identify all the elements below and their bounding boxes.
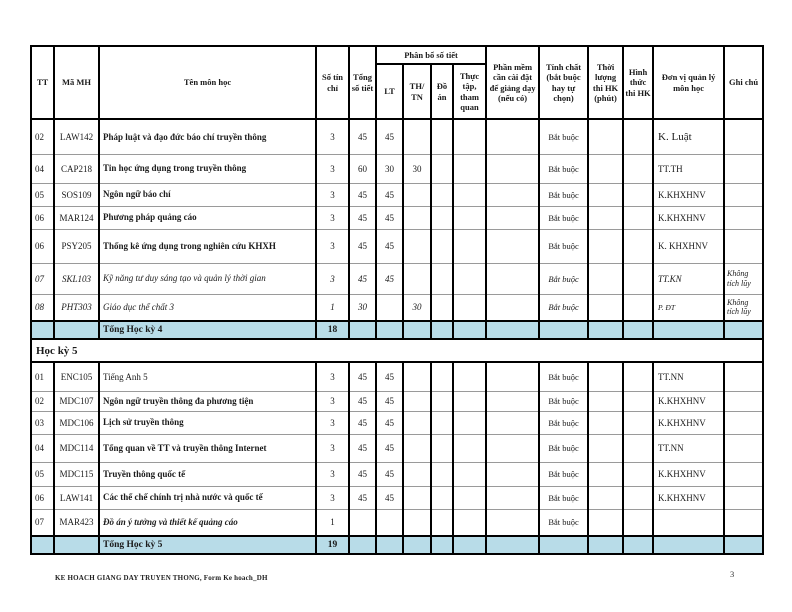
cell-requirement: Bắt buộc — [539, 206, 588, 229]
col-header-software: Phần mềm cần cài đặt để giảng dạy (nếu có) — [486, 46, 539, 119]
cell-course-code: MDC114 — [54, 434, 99, 462]
cell-note — [724, 362, 763, 391]
cell-exam-format — [623, 154, 653, 183]
cell-note: Không tích lũy — [724, 263, 763, 294]
cell-credits: 3 — [316, 434, 349, 462]
cell-course-code: MDC115 — [54, 462, 99, 486]
cell-exam-format — [623, 183, 653, 206]
cell-managing-unit: TT.NN — [653, 434, 724, 462]
cell-requirement: Bắt buộc — [539, 362, 588, 391]
cell-lt-periods: 30 — [376, 154, 403, 183]
cell-empty — [653, 536, 724, 554]
col-header-note: Ghi chú — [724, 46, 763, 119]
cell-empty — [431, 536, 453, 554]
cell-thuc-tap-periods — [453, 411, 486, 434]
cell-total-periods: 45 — [349, 486, 376, 509]
cell-tt: 07 — [31, 263, 54, 294]
cell-note — [724, 154, 763, 183]
cell-tt: 04 — [31, 154, 54, 183]
cell-requirement: Bắt buộc — [539, 411, 588, 434]
cell-requirement: Bắt buộc — [539, 509, 588, 536]
course-row — [31, 434, 763, 462]
col-header-tt: TT — [31, 46, 54, 119]
col-header-course-code: Mã MH — [54, 46, 99, 119]
cell-tt: 07 — [31, 509, 54, 536]
cell-total-periods: 45 — [349, 183, 376, 206]
col-header-credits: Số tín chỉ — [316, 46, 349, 119]
cell-th-tn-periods: 30 — [403, 294, 431, 321]
table-body — [31, 119, 763, 554]
cell-managing-unit: K.KHXHNV — [653, 411, 724, 434]
cell-thuc-tap-periods — [453, 154, 486, 183]
col-header-course-name: Tên môn học — [99, 46, 316, 119]
cell-exam-format — [623, 411, 653, 434]
course-row — [31, 229, 763, 263]
course-row — [31, 263, 763, 294]
cell-tt: 01 — [31, 362, 54, 391]
cell-managing-unit: TT.TH — [653, 154, 724, 183]
cell-managing-unit: K.KHXHNV — [653, 391, 724, 411]
cell-tt: 06 — [31, 206, 54, 229]
cell-exam-duration — [588, 509, 623, 536]
cell-empty — [623, 321, 653, 339]
cell-empty — [623, 536, 653, 554]
cell-thuc-tap-periods — [453, 486, 486, 509]
page-number: 3 — [730, 569, 735, 579]
cell-total-periods: 45 — [349, 263, 376, 294]
cell-th-tn-periods — [403, 509, 431, 536]
cell-credits: 3 — [316, 486, 349, 509]
cell-note — [724, 411, 763, 434]
cell-empty — [724, 536, 763, 554]
cell-managing-unit: K.KHXHNV — [653, 486, 724, 509]
cell-managing-unit: K. Luật — [653, 119, 724, 154]
course-row — [31, 183, 763, 206]
col-header-total-periods: Tổng số tiết — [349, 46, 376, 119]
cell-credits: 3 — [316, 263, 349, 294]
cell-total-periods: 45 — [349, 391, 376, 411]
cell-course-code — [54, 536, 99, 554]
cell-do-an-periods — [431, 206, 453, 229]
cell-do-an-periods — [431, 434, 453, 462]
cell-course-name: Tổng quan về TT và truyền thông Internet — [99, 434, 316, 462]
cell-course-code: MDC107 — [54, 391, 99, 411]
col-header-period-distribution: Phân bổ số tiết — [376, 46, 486, 64]
cell-thuc-tap-periods — [453, 362, 486, 391]
cell-do-an-periods — [431, 509, 453, 536]
cell-exam-duration — [588, 434, 623, 462]
cell-lt-periods: 45 — [376, 206, 403, 229]
cell-total-periods: 45 — [349, 206, 376, 229]
cell-course-code: PSY205 — [54, 229, 99, 263]
cell-total-periods: 45 — [349, 229, 376, 263]
cell-exam-duration — [588, 119, 623, 154]
cell-exam-format — [623, 206, 653, 229]
cell-lt-periods: 45 — [376, 119, 403, 154]
cell-thuc-tap-periods — [453, 294, 486, 321]
cell-credits: 3 — [316, 119, 349, 154]
cell-empty — [376, 536, 403, 554]
cell-requirement: Bắt buộc — [539, 391, 588, 411]
cell-empty — [376, 321, 403, 339]
cell-managing-unit: P. ĐT — [653, 294, 724, 321]
cell-course-code: LAW142 — [54, 119, 99, 154]
cell-course-code: SKL103 — [54, 263, 99, 294]
col-header-th-tn: TH/ TN — [403, 64, 431, 119]
cell-lt-periods: 45 — [376, 486, 403, 509]
cell-course-name: Lịch sử truyền thông — [99, 411, 316, 434]
cell-note — [724, 119, 763, 154]
cell-empty — [653, 321, 724, 339]
cell-exam-duration — [588, 206, 623, 229]
course-row — [31, 486, 763, 509]
cell-course-code: MDC106 — [54, 411, 99, 434]
cell-empty — [453, 536, 486, 554]
cell-credits: 3 — [316, 391, 349, 411]
cell-do-an-periods — [431, 362, 453, 391]
cell-note — [724, 229, 763, 263]
cell-exam-format — [623, 391, 653, 411]
cell-empty — [403, 321, 431, 339]
cell-empty — [403, 536, 431, 554]
cell-th-tn-periods — [403, 229, 431, 263]
cell-empty — [453, 321, 486, 339]
cell-total-periods: 60 — [349, 154, 376, 183]
cell-th-tn-periods: 30 — [403, 154, 431, 183]
cell-th-tn-periods — [403, 263, 431, 294]
cell-empty — [724, 321, 763, 339]
cell-software — [486, 434, 539, 462]
cell-credits: 3 — [316, 362, 349, 391]
cell-software — [486, 509, 539, 536]
cell-total-periods: 45 — [349, 411, 376, 434]
cell-tt: 02 — [31, 391, 54, 411]
cell-course-code: ENC105 — [54, 362, 99, 391]
cell-th-tn-periods — [403, 462, 431, 486]
cell-course-code: MAR423 — [54, 509, 99, 536]
cell-course-name: Giáo dục thể chất 3 — [99, 294, 316, 321]
cell-software — [486, 391, 539, 411]
course-row — [31, 462, 763, 486]
cell-requirement: Bắt buộc — [539, 462, 588, 486]
cell-exam-format — [623, 486, 653, 509]
cell-course-name: Ngôn ngữ báo chí — [99, 183, 316, 206]
cell-total-periods: 45 — [349, 462, 376, 486]
course-row — [31, 411, 763, 434]
course-row — [31, 119, 763, 154]
cell-requirement: Bắt buộc — [539, 263, 588, 294]
cell-managing-unit: K.KHXHNV — [653, 462, 724, 486]
cell-tt: 05 — [31, 462, 54, 486]
cell-tt: 02 — [31, 119, 54, 154]
cell-exam-format — [623, 263, 653, 294]
course-row — [31, 391, 763, 411]
cell-do-an-periods — [431, 411, 453, 434]
cell-th-tn-periods — [403, 119, 431, 154]
col-header-do-an: Đồ án — [431, 64, 453, 119]
cell-th-tn-periods — [403, 434, 431, 462]
cell-lt-periods: 45 — [376, 362, 403, 391]
cell-empty — [431, 321, 453, 339]
cell-course-code: LAW141 — [54, 486, 99, 509]
col-header-lt: LT — [376, 64, 403, 119]
cell-thuc-tap-periods — [453, 263, 486, 294]
course-row — [31, 294, 763, 321]
cell-th-tn-periods — [403, 411, 431, 434]
cell-exam-duration — [588, 391, 623, 411]
cell-software — [486, 119, 539, 154]
cell-course-name: Tin học ứng dụng trong truyền thông — [99, 154, 316, 183]
course-row — [31, 509, 763, 536]
cell-software — [486, 294, 539, 321]
cell-note — [724, 434, 763, 462]
cell-managing-unit: TT.NN — [653, 362, 724, 391]
cell-course-code: PHT303 — [54, 294, 99, 321]
cell-exam-duration — [588, 411, 623, 434]
cell-note — [724, 391, 763, 411]
cell-course-name: Kỹ năng tư duy sáng tạo và quản lý thời gian — [99, 263, 316, 294]
cell-course-name: Các thể chế chính trị nhà nước và quốc tế — [99, 486, 316, 509]
cell-thuc-tap-periods — [453, 462, 486, 486]
cell-exam-duration — [588, 229, 623, 263]
cell-do-an-periods — [431, 391, 453, 411]
cell-course-name: Đồ án ý tưởng và thiết kế quảng cáo — [99, 509, 316, 536]
cell-lt-periods: 45 — [376, 263, 403, 294]
cell-requirement: Bắt buộc — [539, 183, 588, 206]
cell-lt-periods: 45 — [376, 462, 403, 486]
cell-empty — [539, 321, 588, 339]
cell-course-code: MAR124 — [54, 206, 99, 229]
cell-th-tn-periods — [403, 206, 431, 229]
cell-tt: 08 — [31, 294, 54, 321]
cell-course-code: SOS109 — [54, 183, 99, 206]
cell-credits: 1 — [316, 509, 349, 536]
cell-software — [486, 462, 539, 486]
cell-lt-periods: 45 — [376, 391, 403, 411]
cell-software — [486, 183, 539, 206]
cell-do-an-periods — [431, 263, 453, 294]
cell-managing-unit: K.KHXHNV — [653, 206, 724, 229]
cell-lt-periods: 45 — [376, 434, 403, 462]
cell-exam-format — [623, 362, 653, 391]
cell-total-periods: 45 — [349, 434, 376, 462]
cell-credits: 3 — [316, 183, 349, 206]
cell-exam-duration — [588, 263, 623, 294]
cell-empty — [349, 536, 376, 554]
cell-th-tn-periods — [403, 183, 431, 206]
cell-credits: 3 — [316, 462, 349, 486]
semester-total-row — [31, 321, 763, 339]
cell-course-code — [54, 321, 99, 339]
cell-software — [486, 229, 539, 263]
cell-requirement: Bắt buộc — [539, 229, 588, 263]
cell-software — [486, 486, 539, 509]
cell-total-periods: 45 — [349, 119, 376, 154]
cell-empty — [588, 321, 623, 339]
cell-tt: 03 — [31, 411, 54, 434]
cell-thuc-tap-periods — [453, 434, 486, 462]
cell-note — [724, 486, 763, 509]
cell-do-an-periods — [431, 229, 453, 263]
cell-semester-total-label: Tổng Học kỳ 5 — [99, 536, 316, 554]
cell-software — [486, 206, 539, 229]
cell-managing-unit: K. KHXHNV — [653, 229, 724, 263]
cell-note — [724, 206, 763, 229]
cell-software — [486, 154, 539, 183]
cell-requirement: Bắt buộc — [539, 119, 588, 154]
cell-requirement: Bắt buộc — [539, 434, 588, 462]
cell-tt: 05 — [31, 183, 54, 206]
cell-thuc-tap-periods — [453, 391, 486, 411]
cell-tt — [31, 321, 54, 339]
cell-thuc-tap-periods — [453, 509, 486, 536]
cell-course-name: Ngôn ngữ truyền thông đa phương tiện — [99, 391, 316, 411]
cell-thuc-tap-periods — [453, 206, 486, 229]
cell-total-periods: 30 — [349, 294, 376, 321]
cell-do-an-periods — [431, 294, 453, 321]
cell-do-an-periods — [431, 462, 453, 486]
cell-note — [724, 462, 763, 486]
cell-exam-duration — [588, 362, 623, 391]
cell-exam-duration — [588, 462, 623, 486]
cell-note: Không tích lũy — [724, 294, 763, 321]
cell-do-an-periods — [431, 183, 453, 206]
cell-software — [486, 362, 539, 391]
cell-semester-total-credits: 19 — [316, 536, 349, 554]
cell-exam-duration — [588, 154, 623, 183]
course-row — [31, 362, 763, 391]
cell-course-name: Tiếng Anh 5 — [99, 362, 316, 391]
cell-managing-unit: K.KHXHNV — [653, 183, 724, 206]
cell-lt-periods — [376, 294, 403, 321]
footer-text: KE HOACH GIANG DAY TRUYEN THONG, Form Ke hoach_DH — [55, 574, 268, 582]
cell-thuc-tap-periods — [453, 183, 486, 206]
cell-empty — [539, 536, 588, 554]
cell-managing-unit: TT.KN — [653, 263, 724, 294]
cell-lt-periods: 45 — [376, 183, 403, 206]
cell-empty — [486, 536, 539, 554]
cell-exam-format — [623, 294, 653, 321]
cell-thuc-tap-periods — [453, 229, 486, 263]
cell-course-name: Pháp luật và đạo đức báo chí truyền thông — [99, 119, 316, 154]
cell-exam-duration — [588, 183, 623, 206]
cell-requirement: Bắt buộc — [539, 294, 588, 321]
col-header-managing-unit: Đơn vị quản lý môn học — [653, 46, 724, 119]
section-title: Học kỳ 5 — [31, 339, 763, 362]
cell-do-an-periods — [431, 154, 453, 183]
cell-tt: 06 — [31, 229, 54, 263]
cell-exam-format — [623, 509, 653, 536]
cell-course-code: CAP218 — [54, 154, 99, 183]
cell-note — [724, 509, 763, 536]
cell-course-name: Truyền thông quốc tế — [99, 462, 316, 486]
cell-exam-duration — [588, 294, 623, 321]
cell-requirement: Bắt buộc — [539, 154, 588, 183]
col-header-thuc-tap: Thực tập, tham quan — [453, 64, 486, 119]
cell-lt-periods — [376, 509, 403, 536]
col-header-requirement: Tính chất (bắt buộc hay tự chọn) — [539, 46, 588, 119]
cell-credits: 3 — [316, 154, 349, 183]
cell-th-tn-periods — [403, 391, 431, 411]
cell-semester-total-label: Tổng Học kỳ 4 — [99, 321, 316, 339]
cell-exam-format — [623, 119, 653, 154]
cell-lt-periods: 45 — [376, 229, 403, 263]
cell-total-periods — [349, 509, 376, 536]
cell-exam-format — [623, 229, 653, 263]
col-header-exam-duration: Thời lượng thi HK (phút) — [588, 46, 623, 119]
cell-do-an-periods — [431, 119, 453, 154]
cell-thuc-tap-periods — [453, 119, 486, 154]
cell-credits: 1 — [316, 294, 349, 321]
cell-software — [486, 411, 539, 434]
table-header — [31, 46, 763, 119]
cell-semester-total-credits: 18 — [316, 321, 349, 339]
cell-credits: 3 — [316, 411, 349, 434]
semester-total-row — [31, 536, 763, 554]
cell-course-name: Phương pháp quảng cáo — [99, 206, 316, 229]
cell-credits: 3 — [316, 229, 349, 263]
cell-total-periods: 45 — [349, 362, 376, 391]
section-title-row — [31, 339, 763, 362]
course-row — [31, 154, 763, 183]
cell-tt: 06 — [31, 486, 54, 509]
cell-empty — [486, 321, 539, 339]
cell-requirement: Bắt buộc — [539, 486, 588, 509]
cell-tt: 04 — [31, 434, 54, 462]
cell-do-an-periods — [431, 486, 453, 509]
cell-managing-unit — [653, 509, 724, 536]
course-row — [31, 206, 763, 229]
cell-th-tn-periods — [403, 486, 431, 509]
cell-course-name: Thống kê ứng dụng trong nghiên cứu KHXH — [99, 229, 316, 263]
cell-th-tn-periods — [403, 362, 431, 391]
cell-empty — [349, 321, 376, 339]
cell-tt — [31, 536, 54, 554]
cell-exam-duration — [588, 486, 623, 509]
cell-software — [486, 263, 539, 294]
cell-empty — [588, 536, 623, 554]
cell-note — [724, 183, 763, 206]
cell-credits: 3 — [316, 206, 349, 229]
cell-exam-format — [623, 462, 653, 486]
cell-exam-format — [623, 434, 653, 462]
cell-lt-periods: 45 — [376, 411, 403, 434]
curriculum-table — [30, 45, 764, 555]
col-header-exam-format: Hình thức thi HK — [623, 46, 653, 119]
